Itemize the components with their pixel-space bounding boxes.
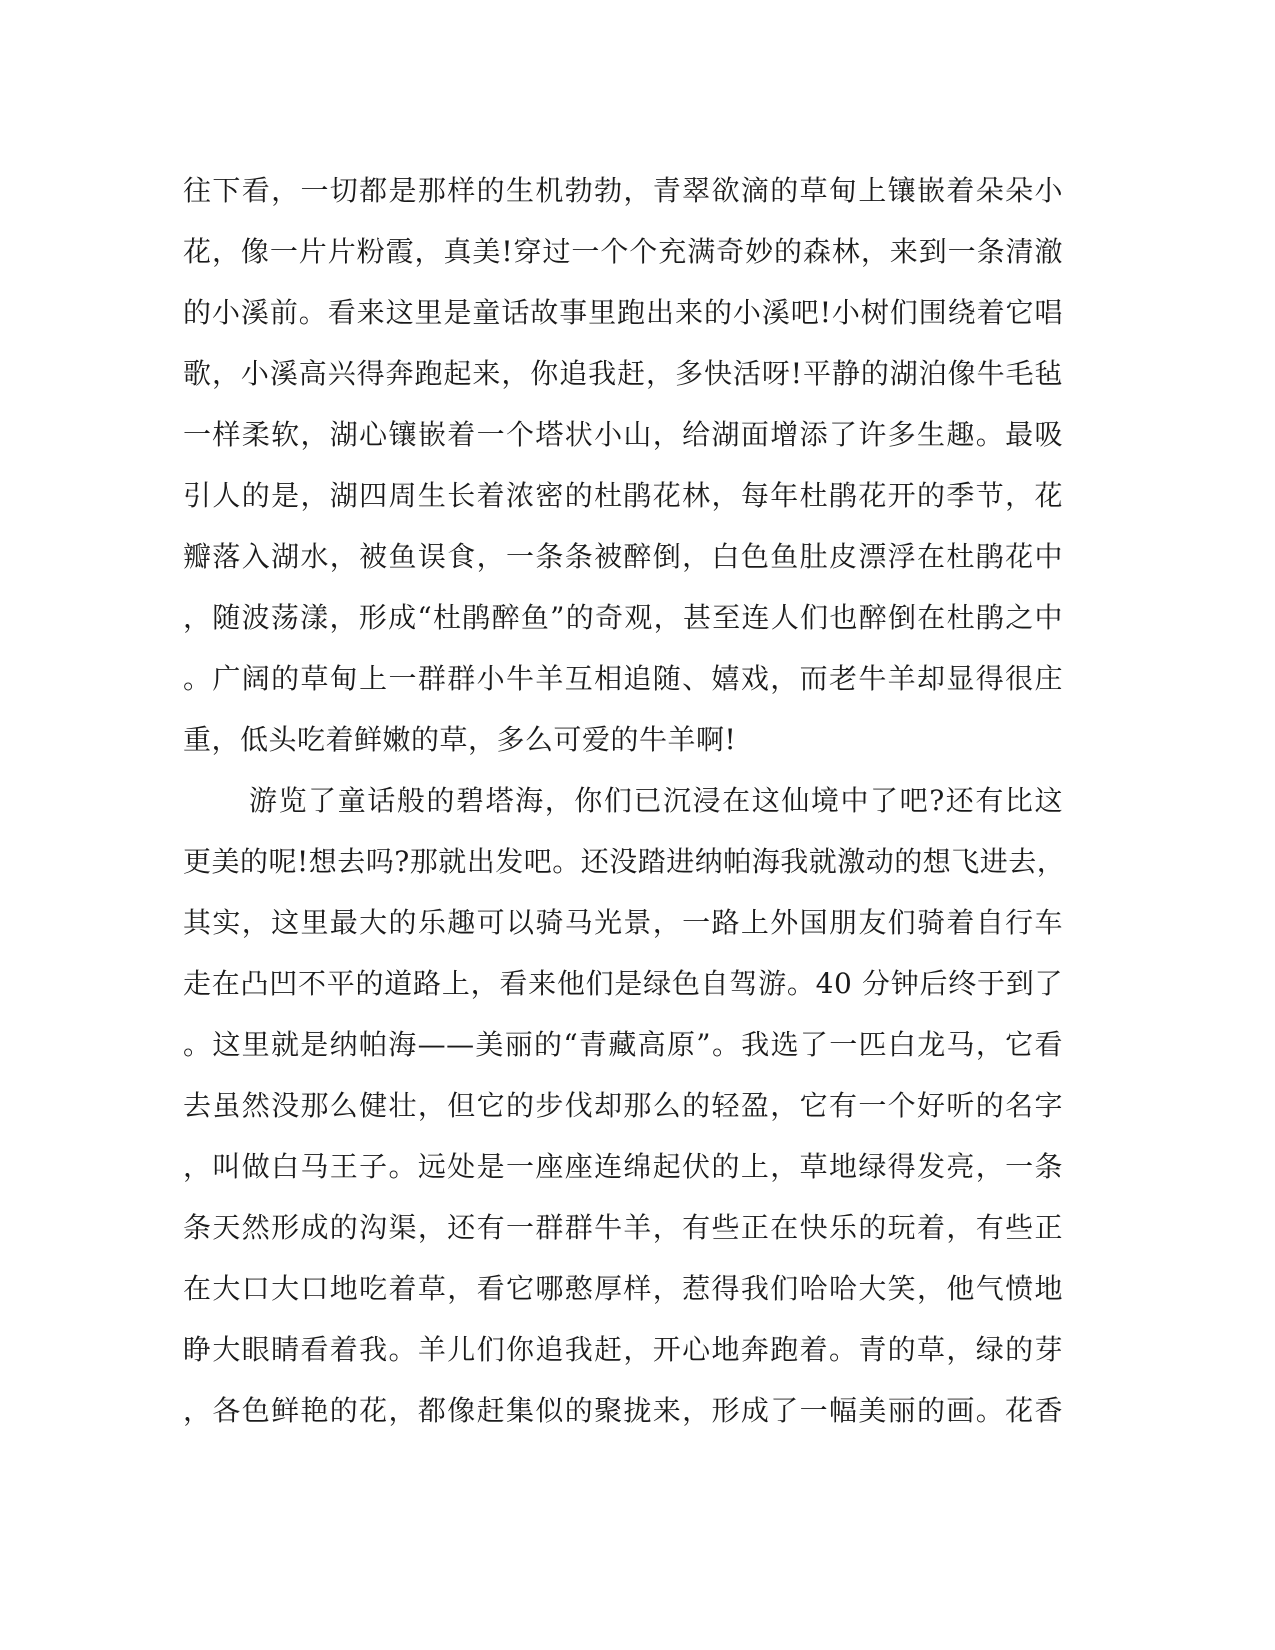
text-line: 走在凸凹不平的道路上，看来他们是绿色自驾游。40 分钟后终于到了 bbox=[183, 967, 1063, 1000]
text-line: 歌，小溪高兴得奔跑起来，你追我赶，多快活呀!平静的湖泊像牛毛毡 bbox=[183, 357, 1063, 390]
text-line: 。这里就是纳帕海——美丽的“青藏高原”。我选了一匹白龙马，它看 bbox=[183, 1028, 1063, 1061]
text-line: 花，像一片片粉霞，真美!穿过一个个充满奇妙的森林，来到一条清澈 bbox=[183, 235, 1063, 268]
text-line: 瓣落入湖水，被鱼误食，一条条被醉倒，白色鱼肚皮漂浮在杜鹃花中 bbox=[183, 540, 1063, 573]
text-line: 其实，这里最大的乐趣可以骑马光景，一路上外国朋友们骑着自行车 bbox=[183, 906, 1063, 939]
text-line: 睁大眼睛看着我。羊儿们你追我赶，开心地奔跑着。青的草，绿的芽 bbox=[183, 1333, 1063, 1366]
body-text bbox=[183, 160, 1066, 1441]
text-line: 条天然形成的沟渠，还有一群群牛羊，有些正在快乐的玩着，有些正 bbox=[183, 1211, 1063, 1244]
text-line: 去虽然没那么健壮，但它的步伐却那么的轻盈，它有一个好听的名字 bbox=[183, 1089, 1063, 1122]
text-line: ，随波荡漾，形成“杜鹃醉鱼”的奇观，甚至连人们也醉倒在杜鹃之中 bbox=[183, 601, 1063, 634]
text-line: 往下看，一切都是那样的生机勃勃，青翠欲滴的草甸上镶嵌着朵朵小 bbox=[183, 174, 1063, 207]
text-line: 。广阔的草甸上一群群小牛羊互相追随、嬉戏，而老牛羊却显得很庄 bbox=[183, 662, 1063, 695]
text-line-indented: 游览了童话般的碧塔海，你们已沉浸在这仙境中了吧?还有比这 bbox=[249, 784, 1063, 817]
text-line: ，各色鲜艳的花，都像赶集似的聚拢来，形成了一幅美丽的画。花香 bbox=[183, 1394, 1063, 1427]
text-line: 在大口大口地吃着草，看它哪憨厚样，惹得我们哈哈大笑，他气愤地 bbox=[183, 1272, 1063, 1305]
text-line: 一样柔软，湖心镶嵌着一个塔状小山，给湖面增添了许多生趣。最吸 bbox=[183, 418, 1063, 451]
text-line: 重，低头吃着鲜嫩的草，多么可爱的牛羊啊! bbox=[183, 723, 737, 756]
text-line: ，叫做白马王子。远处是一座座连绵起伏的上，草地绿得发亮，一条 bbox=[183, 1150, 1063, 1183]
text-line: 引人的是，湖四周生长着浓密的杜鹃花林，每年杜鹃花开的季节，花 bbox=[183, 479, 1063, 512]
text-line: 的小溪前。看来这里是童话故事里跑出来的小溪吧!小树们围绕着它唱 bbox=[183, 296, 1063, 329]
text-line: 更美的呢!想去吗?那就出发吧。还没踏进纳帕海我就激动的想飞进去， bbox=[183, 845, 1066, 878]
